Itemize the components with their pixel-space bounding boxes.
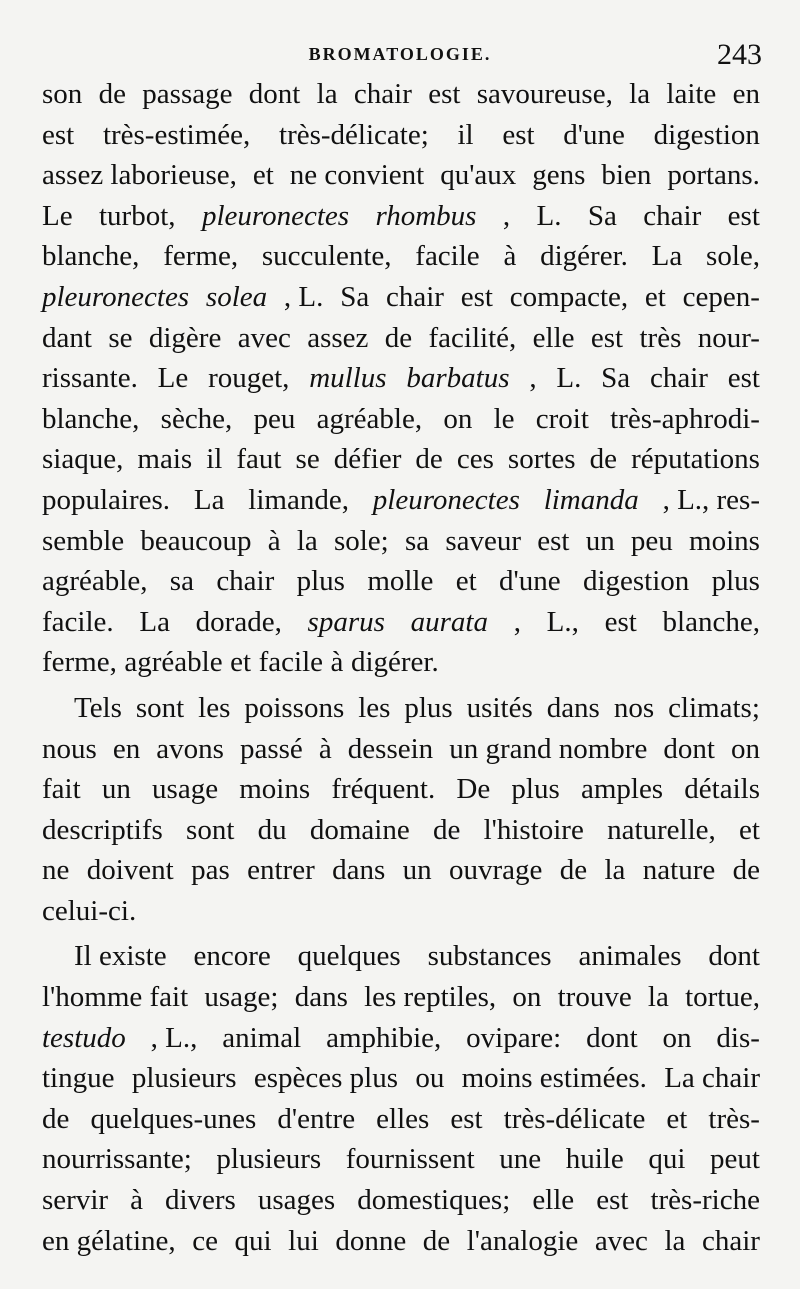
word: rouget,: [208, 362, 290, 395]
word: digérer.: [350, 646, 439, 679]
word: est: [727, 199, 760, 232]
word: quelques: [297, 940, 401, 973]
word: , L.,: [150, 1021, 198, 1054]
word: l'histoire: [483, 813, 584, 846]
word: digestion: [582, 565, 690, 598]
word: et: [644, 280, 666, 313]
word: moins: [689, 524, 760, 557]
word: Sa: [587, 199, 617, 232]
word: semble: [42, 524, 125, 557]
word: est: [590, 321, 624, 354]
text-line: [42, 1099, 760, 1140]
word: La: [651, 240, 683, 273]
word: elles: [376, 1102, 430, 1135]
word: Sa: [601, 362, 631, 395]
word: est: [596, 1184, 629, 1217]
word: trouve: [557, 981, 632, 1014]
word: on: [730, 732, 760, 765]
word: est: [428, 78, 461, 110]
word: divers: [164, 1184, 236, 1217]
word: qu'aux: [440, 159, 517, 192]
word: et: [739, 813, 760, 846]
word: poissons: [244, 691, 345, 724]
word: La: [193, 483, 225, 516]
text-line: [42, 561, 760, 602]
paragraph: [42, 936, 760, 1261]
word: laite: [666, 78, 717, 110]
word: espèces plus: [253, 1062, 398, 1095]
word: très-riche: [650, 1184, 760, 1217]
word: on: [512, 981, 542, 1014]
word: est: [460, 280, 493, 313]
word: beaucoup: [140, 524, 252, 557]
word: réputations: [631, 443, 760, 476]
word: de: [422, 1224, 451, 1257]
word: pleuronectes: [372, 483, 520, 516]
word: très-aphrodi-: [610, 402, 760, 435]
word: fait: [42, 773, 81, 806]
word: ce: [192, 1224, 218, 1257]
word: dant: [42, 321, 92, 354]
word: qui: [234, 1224, 272, 1257]
word: de: [415, 443, 443, 476]
word: les: [198, 691, 231, 724]
word: Il existe: [74, 940, 167, 973]
word: , L., res-: [662, 483, 760, 516]
word: limande,: [248, 483, 349, 516]
word: ,: [502, 199, 511, 232]
word: blanche,: [42, 402, 140, 435]
word: est: [42, 118, 75, 151]
word: le: [493, 402, 515, 435]
word: substances: [427, 940, 552, 973]
word: est: [727, 362, 760, 395]
word: passage: [142, 78, 233, 110]
word: est: [502, 118, 535, 151]
text-line: [42, 1221, 760, 1262]
word: gens: [532, 159, 586, 192]
word: peu: [253, 402, 296, 435]
word: facile: [258, 646, 323, 679]
word: sparus: [307, 605, 385, 638]
word: nature: [642, 854, 716, 887]
text-line: [42, 1058, 760, 1099]
word: siaque,: [42, 443, 124, 476]
running-head: BROMATOLOGIE.: [308, 44, 492, 64]
word: sèche,: [160, 402, 233, 435]
word: on: [443, 402, 473, 435]
text-line: [42, 155, 760, 196]
word: huile: [565, 1143, 624, 1176]
word: sa: [404, 524, 430, 557]
word: ferme,: [163, 240, 239, 273]
text-line: [42, 521, 760, 562]
word: chair: [643, 199, 702, 232]
text-line: [42, 318, 760, 359]
word: il: [206, 443, 223, 476]
text-line: [42, 850, 760, 891]
word: animal: [222, 1021, 302, 1054]
word: chair: [353, 78, 412, 110]
text-line: [42, 1180, 760, 1221]
word: et: [230, 646, 252, 679]
word: nourrissante;: [42, 1143, 192, 1176]
word: très: [639, 321, 682, 354]
word: elle: [532, 1184, 575, 1217]
word: dorade,: [195, 605, 282, 638]
text-line: [42, 236, 760, 277]
word: plus: [511, 773, 560, 806]
word: les reptiles,: [364, 981, 497, 1014]
word: Tels: [74, 691, 122, 724]
page-number: 243: [717, 38, 762, 71]
word: à: [503, 240, 517, 273]
text-line: [42, 769, 760, 810]
word: usages: [257, 1184, 336, 1217]
word: facilité,: [428, 321, 517, 354]
word: la: [296, 524, 318, 557]
word: se: [108, 321, 133, 354]
word: un: [101, 773, 131, 806]
word: L.: [536, 199, 562, 232]
word: amples: [580, 773, 664, 806]
word: plusieurs: [216, 1143, 322, 1176]
word: chair: [216, 565, 275, 598]
word: en: [732, 78, 760, 110]
word: un grand nombre: [449, 732, 648, 765]
word: Le: [157, 362, 189, 395]
word: ,: [513, 605, 521, 638]
word: , L.: [283, 280, 324, 313]
word: succulente,: [261, 240, 392, 273]
word: plus: [711, 565, 760, 598]
word: il: [457, 118, 474, 151]
word: sont: [135, 691, 185, 724]
word: de: [732, 854, 760, 887]
word: sa: [169, 565, 194, 598]
text-line: [42, 810, 760, 851]
word: plus: [404, 691, 453, 724]
word: défier: [333, 443, 402, 476]
text-line: [42, 729, 760, 770]
word: rhombus: [375, 199, 477, 232]
word: de: [432, 813, 461, 846]
word: et: [252, 159, 274, 192]
word: ou: [415, 1062, 445, 1095]
text-line: [42, 891, 760, 932]
word: dont: [586, 1021, 638, 1054]
word: fournissent: [345, 1143, 475, 1176]
text-line: [42, 688, 760, 729]
word: avec: [594, 1224, 648, 1257]
word: faut: [236, 443, 282, 476]
word: naturelle,: [607, 813, 716, 846]
text-line: [42, 1139, 760, 1180]
word: ferme,: [42, 646, 117, 679]
word: moins: [239, 773, 311, 806]
word: très-: [708, 1102, 760, 1135]
word: dont: [708, 940, 760, 973]
word: ,: [529, 362, 537, 395]
word: ovipare:: [466, 1021, 562, 1054]
word: pleuronectes: [201, 199, 350, 232]
word: détails: [684, 773, 760, 806]
word: usités: [466, 691, 533, 724]
text-line: [42, 602, 760, 643]
word: La chair: [664, 1062, 760, 1095]
word: solea: [205, 280, 268, 313]
word: digère: [148, 321, 222, 354]
text-line: [42, 277, 760, 318]
word: barbatus: [406, 362, 510, 395]
word: la: [664, 1224, 686, 1257]
word: ne: [42, 854, 70, 887]
word: les: [358, 691, 391, 724]
word: un: [402, 854, 432, 887]
text-line: [42, 399, 760, 440]
text-line: [42, 74, 760, 115]
word: usage;: [204, 981, 279, 1014]
word: en: [112, 732, 141, 765]
text-line: [42, 936, 760, 977]
word: animales: [578, 940, 682, 973]
word: sole;: [333, 524, 389, 557]
word: entrer: [247, 854, 315, 887]
word: compacte,: [509, 280, 629, 313]
word: assez: [307, 321, 369, 354]
word: est: [450, 1102, 483, 1135]
word: avons: [156, 732, 224, 765]
text-line: [42, 480, 760, 521]
word: la: [316, 78, 338, 110]
word: dis-: [716, 1021, 760, 1054]
word: nos: [613, 691, 655, 724]
word: est: [604, 605, 637, 638]
word: testudo: [42, 1021, 126, 1054]
word: amphibie,: [326, 1021, 442, 1054]
word: rissante.: [42, 362, 138, 395]
word: dans: [294, 981, 348, 1014]
word: à: [267, 524, 281, 557]
word: digestion: [653, 118, 760, 151]
text-line: [42, 642, 760, 683]
word: sortes: [507, 443, 576, 476]
word: l'homme fait: [42, 981, 189, 1014]
word: avec: [237, 321, 291, 354]
word: plus: [296, 565, 345, 598]
word: chair: [702, 1224, 760, 1257]
word: de: [559, 854, 588, 887]
word: sont: [186, 813, 235, 846]
word: agréable,: [42, 565, 148, 598]
word: climats;: [668, 691, 760, 724]
word: de: [589, 443, 618, 476]
word: nous: [42, 732, 97, 765]
word: qui: [648, 1143, 686, 1176]
word: son: [42, 78, 83, 110]
word: peu: [630, 524, 673, 557]
word: dessein: [347, 732, 434, 765]
paragraph: [42, 688, 760, 932]
word: l'analogie: [466, 1224, 579, 1257]
word: à: [330, 646, 344, 679]
word: de: [98, 78, 126, 110]
word: doivent: [86, 854, 174, 887]
word: La: [139, 605, 170, 638]
word: plusieurs: [131, 1062, 237, 1095]
word: agréable: [124, 646, 223, 679]
word: Sa: [340, 280, 370, 313]
word: chair: [385, 280, 444, 313]
word: d'une: [498, 565, 561, 598]
text-line: [42, 115, 760, 156]
word: blanche,: [42, 240, 140, 273]
word: mais: [137, 443, 193, 476]
word: domaine: [309, 813, 410, 846]
word: De: [456, 773, 491, 806]
word: saveur: [445, 524, 522, 557]
word: de: [384, 321, 413, 354]
word: pas: [191, 854, 230, 887]
word: ne convient: [289, 159, 425, 192]
word: la: [647, 981, 669, 1014]
word: L.: [556, 362, 582, 395]
word: donne: [335, 1224, 407, 1257]
word: croit: [535, 402, 589, 435]
word: dont: [663, 732, 715, 765]
paragraph: [42, 74, 760, 683]
word: passé: [239, 732, 303, 765]
word: celui-ci.: [42, 894, 137, 927]
word: d'une: [563, 118, 625, 151]
word: la: [629, 78, 651, 110]
word: aurata: [410, 605, 488, 638]
word: turbot,: [99, 199, 176, 232]
word: encore: [193, 940, 271, 973]
word: une: [499, 1143, 542, 1176]
word: un: [585, 524, 615, 557]
word: du: [257, 813, 287, 846]
word: à: [318, 732, 332, 765]
word: tortue,: [685, 981, 760, 1014]
word: bien: [601, 159, 652, 192]
word: portans.: [667, 159, 760, 192]
text-line: [42, 196, 760, 237]
word: peut: [710, 1143, 760, 1176]
text-line: [42, 439, 760, 480]
word: servir: [42, 1184, 109, 1217]
word: et: [666, 1102, 688, 1135]
word: très-délicate;: [279, 118, 429, 151]
word: en gélatine,: [42, 1224, 176, 1257]
word: Le: [42, 199, 73, 232]
word: cepen-: [682, 280, 760, 313]
page-header: [0, 34, 800, 74]
word: d'entre: [277, 1102, 356, 1135]
word: très-délicate: [503, 1102, 646, 1135]
word: tingue: [42, 1062, 115, 1095]
word: agréable,: [316, 402, 423, 435]
word: quelques-unes: [90, 1102, 257, 1135]
word: limanda: [543, 483, 639, 516]
word: usage: [152, 773, 219, 806]
word: facile.: [42, 605, 114, 638]
word: et: [455, 565, 477, 598]
word: facile: [415, 240, 480, 273]
body-text: [42, 74, 760, 1261]
word: molle: [367, 565, 434, 598]
word: chair: [649, 362, 708, 395]
word: digérer.: [540, 240, 628, 273]
word: fréquent.: [331, 773, 436, 806]
word: de: [42, 1102, 70, 1135]
text-line: [42, 977, 760, 1018]
word: assez laborieuse,: [42, 159, 237, 192]
word: très-estimée,: [102, 118, 251, 151]
word: savoureuse,: [476, 78, 613, 110]
word: mullus: [309, 362, 387, 395]
word: dont: [248, 78, 301, 110]
word: nour-: [697, 321, 760, 354]
word: dans: [332, 854, 386, 887]
word: descriptifs: [42, 813, 163, 846]
word: à: [130, 1184, 143, 1217]
word: est: [537, 524, 570, 557]
word: domestiques;: [357, 1184, 511, 1217]
word: L.,: [546, 605, 579, 638]
word: blanche,: [662, 605, 760, 638]
word: on: [662, 1021, 692, 1054]
word: la: [604, 854, 626, 887]
word: sole,: [706, 240, 760, 273]
word: lui: [288, 1224, 319, 1257]
word: moins estimées.: [461, 1062, 647, 1095]
word: se: [295, 443, 320, 476]
word: populaires.: [42, 483, 171, 516]
word: elle: [532, 321, 575, 354]
word: pleuronectes: [42, 280, 190, 313]
word: ouvrage: [449, 854, 543, 887]
word: ces: [456, 443, 494, 476]
text-line: [42, 358, 760, 399]
text-line: [42, 1018, 760, 1059]
word: dans: [546, 691, 600, 724]
